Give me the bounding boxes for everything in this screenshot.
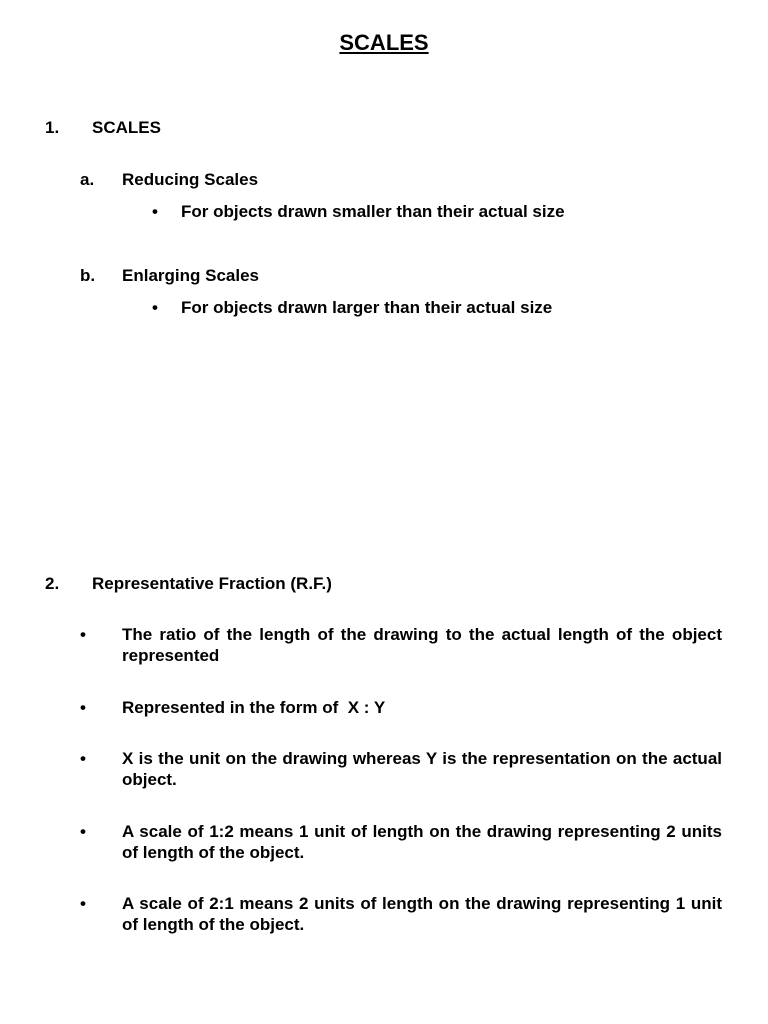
bullet-text: Represented in the form of X : Y: [122, 698, 386, 717]
bullet-marker: •: [80, 894, 86, 913]
bullet-marker: •: [80, 698, 86, 717]
section-2-heading: Representative Fraction (R.F.): [92, 574, 332, 593]
subsection-a-letter: a.: [80, 170, 95, 189]
page-title: SCALES: [339, 30, 429, 55]
subsection-b-letter: b.: [80, 266, 96, 285]
bullet-marker: •: [152, 202, 158, 221]
subsection-a-heading: Reducing Scales: [122, 170, 259, 189]
section-1-number: 1.: [45, 118, 60, 137]
bullet-marker: •: [80, 625, 86, 644]
bullet-text: A scale of 1:2 means 1 unit of length on the drawing representing 2 units of length of the object.: [122, 822, 722, 862]
bullet-marker: •: [80, 749, 86, 768]
section-1-heading: SCALES: [92, 118, 161, 137]
bullet-marker: •: [152, 298, 158, 317]
bullet-text: The ratio of the length of the drawing to the actual length of the object represented: [122, 625, 722, 665]
subsection-b-heading: Enlarging Scales: [122, 266, 259, 285]
subsection-a-point: For objects drawn smaller than their actual size: [181, 202, 565, 221]
bullet-marker: •: [80, 822, 86, 841]
bullet-text: A scale of 2:1 means 2 units of length on the drawing representing 1 unit of length of the object.: [122, 894, 722, 934]
subsection-b-point: For objects drawn larger than their actual size: [181, 298, 553, 317]
section-2-number: 2.: [45, 574, 60, 593]
bullet-text: X is the unit on the drawing whereas Y is the representation on the actual object.: [122, 749, 722, 789]
